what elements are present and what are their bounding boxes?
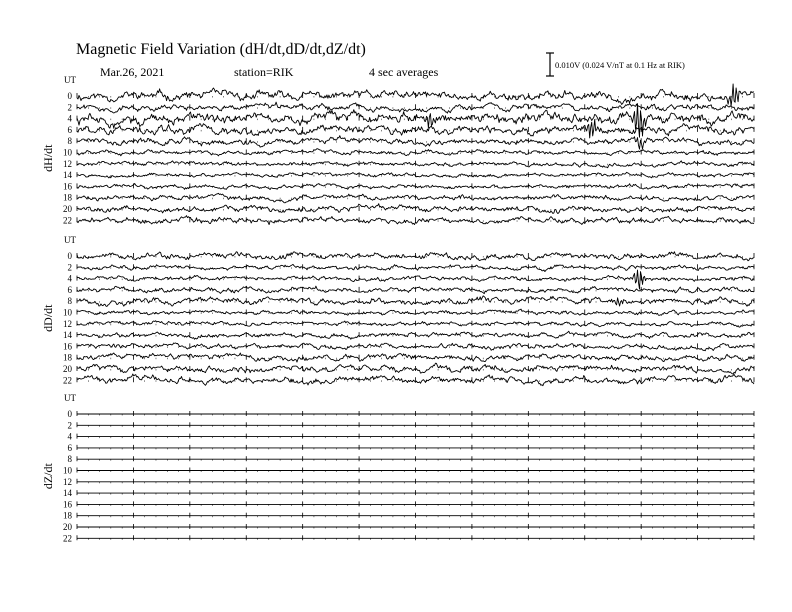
row-label-dddt-12: 12 [63,318,72,329]
ut-axis-label-dzdt: UT [64,393,76,403]
row-ticks-dzdt-12 [77,479,754,484]
row-label-dzdt-18: 18 [63,510,72,521]
panel-dd-dt [41,235,754,386]
row-label-dhdt-8: 8 [67,136,72,147]
row-ticks-dzdt-4 [77,434,754,439]
row-label-dzdt-10: 10 [63,465,72,476]
row-label-dddt-20: 20 [63,364,72,374]
panel-dh-dt [41,75,754,225]
ut-axis-label-dddt: UT [64,235,76,245]
row-ticks-dddt-10 [77,310,754,315]
row-label-dzdt-0: 0 [67,409,72,419]
row-label-dzdt-4: 4 [67,431,72,442]
row-label-dddt-2: 2 [67,262,72,273]
row-label-dhdt-2: 2 [67,102,72,113]
row-label-dzdt-14: 14 [63,488,72,499]
trace-dhdt-20 [77,204,754,214]
row-ticks-dzdt-20 [77,524,754,529]
averaging-label: 4 sec averages [369,65,439,79]
row-label-dhdt-10: 10 [63,147,72,158]
row-label-dhdt-12: 12 [63,158,72,169]
row-label-dhdt-6: 6 [67,124,72,135]
row-label-dzdt-20: 20 [63,522,72,532]
row-ticks-dzdt-6 [77,445,754,450]
row-ticks-dhdt-22 [77,217,754,222]
row-ticks-dzdt-8 [77,456,754,461]
row-label-dddt-16: 16 [63,341,72,352]
ut-axis-label-dhdt: UT [64,75,76,85]
row-ticks-dzdt-0 [77,411,754,416]
ylabel-dhdt: dH/dt [41,144,55,172]
row-label-dzdt-16: 16 [63,499,72,510]
row-label-dddt-18: 18 [63,352,72,363]
row-label-dddt-22: 22 [63,375,72,386]
row-label-dddt-6: 6 [67,284,72,295]
row-label-dzdt-12: 12 [63,476,72,487]
scale-bar [546,53,685,76]
row-label-dzdt-2: 2 [67,420,72,431]
row-ticks-dzdt-16 [77,501,754,506]
row-label-dddt-10: 10 [63,307,72,318]
row-label-dzdt-22: 22 [63,533,72,544]
row-label-dhdt-18: 18 [63,192,72,203]
station-label: station=RIK [234,65,294,79]
row-label-dddt-4: 4 [67,273,72,284]
panel-dz-dt [41,393,754,543]
row-label-dhdt-14: 14 [63,170,72,181]
chart-title: Magnetic Field Variation (dH/dt,dD/dt,dZ/dt) [76,41,366,58]
row-label-dhdt-0: 0 [67,91,72,101]
row-label-dhdt-22: 22 [63,215,72,226]
row-label-dddt-0: 0 [67,251,72,261]
date-label: Mar.26, 2021 [100,65,165,79]
row-ticks-dddt-12 [77,321,754,326]
row-ticks-dzdt-2 [77,422,754,427]
row-ticks-dzdt-18 [77,513,754,518]
row-label-dzdt-8: 8 [67,454,72,465]
row-label-dhdt-16: 16 [63,181,72,192]
row-ticks-dzdt-14 [77,490,754,495]
row-label-dhdt-4: 4 [67,113,72,124]
ylabel-dzdt: dZ/dt [41,463,55,490]
row-label-dddt-14: 14 [63,330,72,341]
trace-dddt-18 [77,353,754,362]
scale-note: 0.010V (0.024 V/nT at 0.1 Hz at RIK) [555,60,685,70]
row-label-dzdt-6: 6 [67,442,72,453]
row-label-dhdt-20: 20 [63,204,72,214]
row-ticks-dzdt-10 [77,468,754,473]
row-label-dddt-8: 8 [67,296,72,307]
row-ticks-dzdt-22 [77,535,754,540]
ylabel-dddt: dD/dt [41,304,55,332]
